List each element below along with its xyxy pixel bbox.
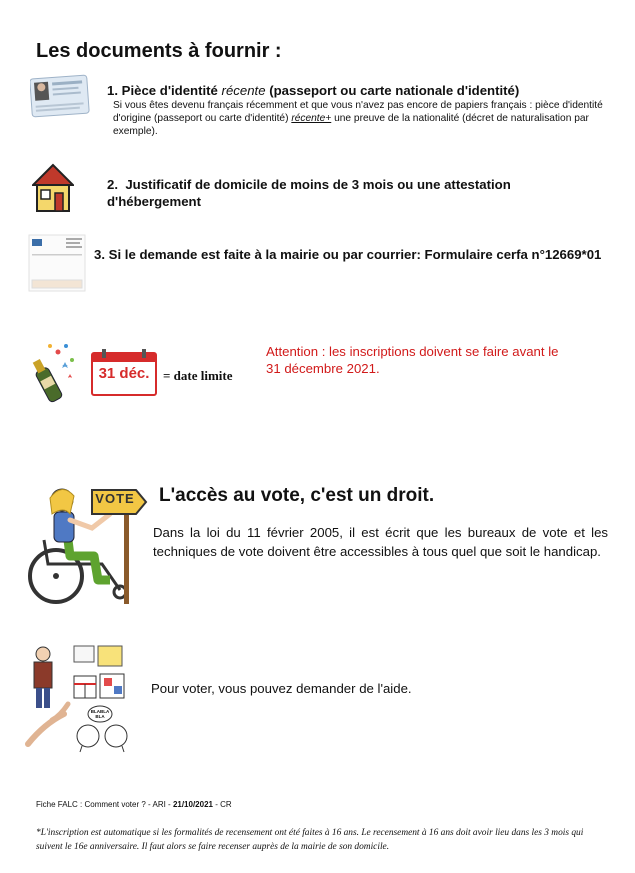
doc-2-title: 2. Justificatif de domicile de moins de 3 mois ou une attestation d'hébergement (107, 177, 511, 209)
doc-1-detail: Si vous êtes devenu français récemment et que vous n'avez pas encore de papiers français : pièce d'identité d'origine (passeport ou carte d'identité) récente+ une preuve de la nationalité (décret de naturalisation par exemple). (113, 100, 603, 137)
vote-sign-text: VOTE (95, 491, 135, 506)
footer-reference: Fiche FALC : Comment voter ? - ARI - 21/10/2021 - CR (36, 800, 232, 809)
form-icon (28, 234, 86, 292)
access-body: Dans la loi du 11 février 2005, il est écrit que les bureaux de vote et les techniques de vote doivent être accessibles à tous quel que soit le handicap. (153, 525, 608, 559)
deadline-label: = date limite (163, 368, 233, 383)
help-text: Pour voter, vous pouvez demander de l'aide. (151, 681, 412, 696)
deadline-warning: Attention : les inscriptions doivent se faire avant le 31 décembre 2021. (266, 344, 559, 376)
doc-1-title: 1. Pièce d'identité récente (passeport ou carte nationale d'identité) (107, 83, 520, 98)
champagne-icon (28, 338, 80, 406)
doc-3-title: 3. Si le demande est faite à la mairie ou par courrier: Formulaire cerfa n°12669*01 (94, 247, 602, 262)
access-heading: L'accès au vote, c'est un droit. (159, 485, 435, 506)
house-icon (32, 163, 74, 213)
page-title: Les documents à fournir : (36, 40, 282, 62)
speech-bubble-text: BLABLA BLA (90, 709, 110, 719)
footer-note: *L'inscription est automatique si les formalités de recensement ont été faites à 16 ans. Le recensement à 16 ans doit avoir lieu dans les 3 mois qui suivent le 16e anniversaire. Il faut alors se faire recenser auprès de la mairie de son domicile. (36, 828, 584, 852)
id-card-icon (30, 74, 90, 118)
calendar-date: 31 déc. (98, 365, 150, 382)
help-pictograms-icon (24, 644, 134, 754)
